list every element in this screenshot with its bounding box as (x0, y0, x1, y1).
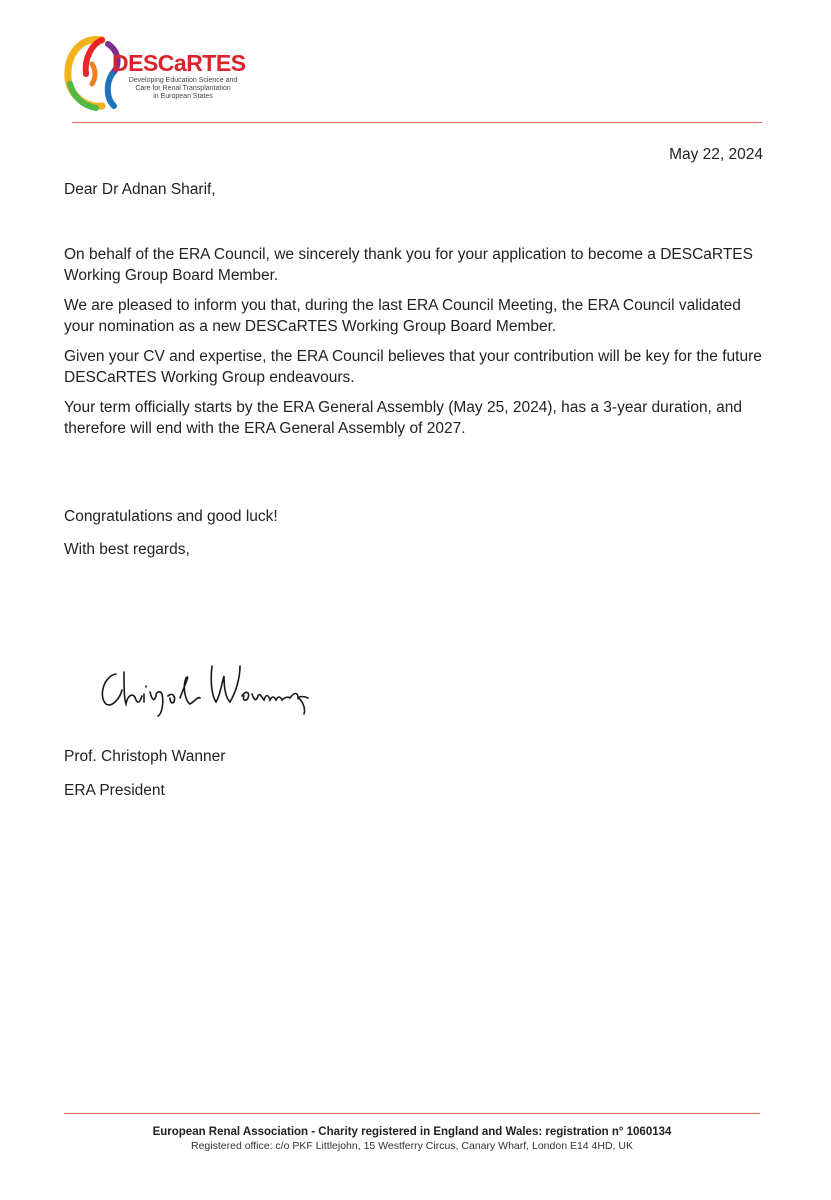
letter-body (64, 244, 764, 448)
handwritten-signature (94, 652, 334, 722)
closing-congratulations: Congratulations and good luck! (64, 508, 278, 525)
letter-date: May 22, 2024 (669, 146, 763, 163)
body-paragraph: On behalf of the ERA Council, we sincerely thank you for your application to become a DESCaRTES Working Group Board Member. (64, 246, 753, 284)
body-paragraph: We are pleased to inform you that, during the last ERA Council Meeting, the ERA Council validated your nomination as a new DESCaRTES Working Group Board Member. (64, 297, 741, 335)
logo-subtitle-line: in European States (153, 93, 213, 100)
closing (64, 506, 278, 572)
signer-title: ERA President (64, 782, 165, 799)
body-paragraph: Your term officially starts by the ERA General Assembly (May 25, 2024), has a 3-year duration, and therefore will end with the ERA General Assembly of 2027. (64, 399, 743, 437)
header-divider (72, 122, 762, 123)
logo-subtitle-line: Developing Education Science and (128, 77, 238, 84)
footer (64, 1126, 760, 1152)
signer-block (64, 746, 225, 814)
logo-title: DESCaRTES (112, 50, 246, 76)
logo-subtitle-line: Care for Renal Transplantation (135, 85, 231, 92)
salutation: Dear Dr Adnan Sharif, (64, 181, 216, 198)
footer-registration: European Renal Association - Charity registered in England and Wales: registration n° 1060134 (152, 1126, 672, 1138)
logo-subtitle (118, 77, 248, 101)
descartes-logo (62, 34, 252, 114)
signer-name: Prof. Christoph Wanner (64, 748, 226, 765)
body-paragraph: Given your CV and expertise, the ERA Council believes that your contribution will be key for the future DESCaRTES Working Group endeavours. (64, 348, 762, 386)
closing-regards: With best regards, (64, 541, 190, 558)
footer-address: Registered office: c/o PKF Littlejohn, 15 Westferry Circus, Canary Wharf, London E14 4HD, UK (191, 1140, 633, 1152)
footer-divider (64, 1113, 760, 1114)
